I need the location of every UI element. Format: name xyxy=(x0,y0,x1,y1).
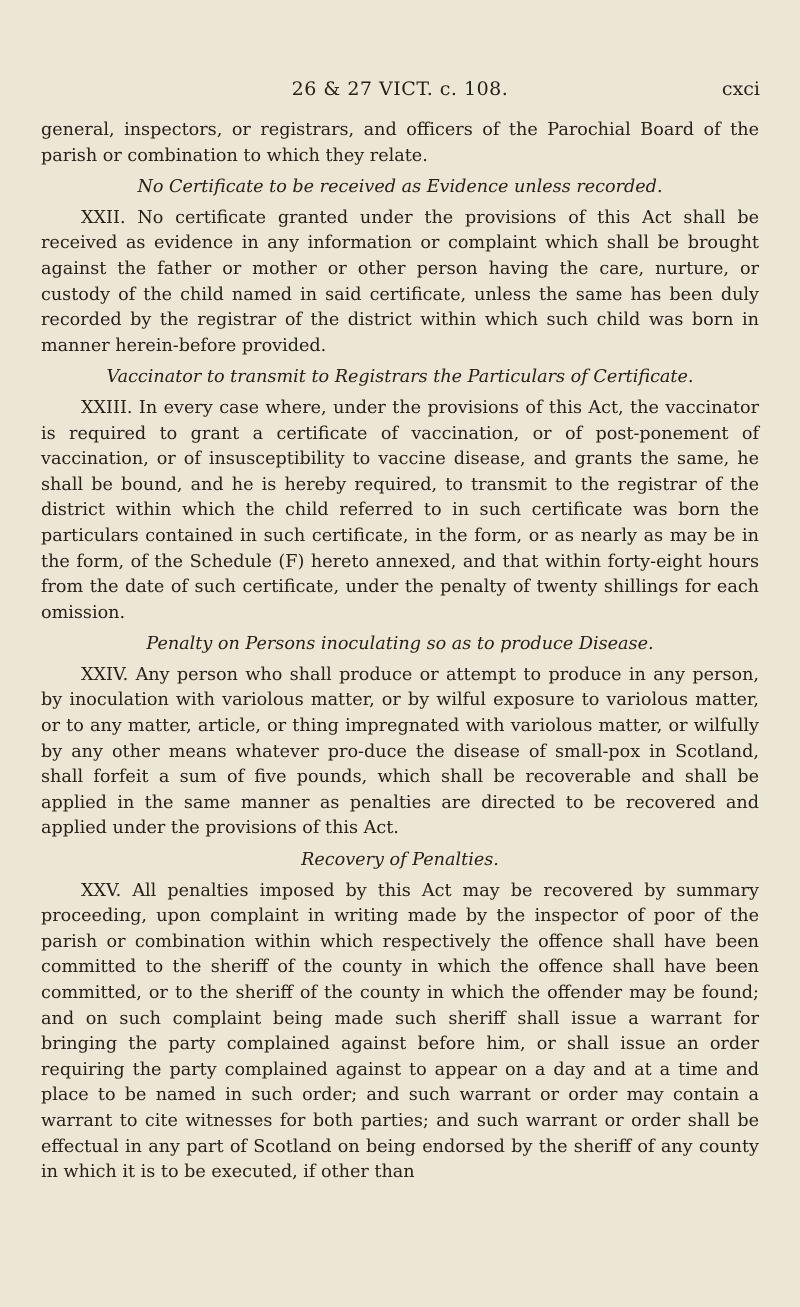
section-xxv-paragraph: XXV. All penalties imposed by this Act may be recovered by summary proceeding, upon complaint in writing made by the inspector of poor of the parish or combination within which respectively the offence shall have been committed to the sheriff of the county in which the offence shall have been committed, or to the sheriff of the county in which the offender may be found; and on such complaint being made such sheriff shall issue a warrant for bringing the party complained against before him, or shall issue an order requiring the party complained against to appear on a day and at a time and place to be named in such order; and such warrant or order may contain a warrant to cite witnesses for both parties; and such warrant or order shall be effectual in any part of Scotland on being endorsed by the sheriff of any county in which it is to be executed, if other than xyxy=(41,880,759,1183)
section-heading-xxiii: Vaccinator to transmit to Registrars the Particulars of Certificate. xyxy=(106,367,694,388)
section-heading-xxv: Recovery of Penalties. xyxy=(301,850,499,871)
section-heading-xxiv: Penalty on Persons inoculating so as to produce Disease. xyxy=(146,634,654,655)
section-heading-xxii: No Certificate to be received as Evidence unless recorded. xyxy=(137,177,663,198)
section-xxiii-paragraph: XXIII. In every case where, under the provisions of this Act, the vaccinator is required to grant a certificate of vaccination, or of post-ponement of vaccination, or of insusceptibility to vaccine disease, and grants the same, he shall be bound, and he is hereby required, to transmit to the registrar of the district within which the child referred to in such certificate was born the particulars contained in such certificate, in the form, or as nearly as may be in the form, of the Schedule (F) hereto annexed, and that within forty-eight hours from the date of such certificate, under the penalty of twenty shillings for each omission. xyxy=(41,397,759,623)
running-title: 26 & 27 VICT. c. 108. xyxy=(291,78,509,100)
section-xxii-paragraph: XXII. No certificate granted under the provisions of this Act shall be received as evidence in any information or complaint which shall be brought against the father or mother or other person having the care, nurture, or custody of the child named in said certificate, unless the same has been duly recorded by the registrar of the district within which such child was born in manner herein-before provided. xyxy=(41,207,759,356)
page-body xyxy=(41,118,759,1186)
section-xxiv-paragraph: XXIV. Any person who shall produce or attempt to produce in any person, by inoculation with variolous matter, or by wilful exposure to variolous matter, or to any matter, article, or thing impregnated with variolous matter, or wilfully by any other means whatever pro-duce the disease of small-pox in Scotland, shall forfeit a sum of five pounds, which shall be recoverable and shall be applied in the same manner as penalties are directed to be recovered and applied under the provisions of this Act. xyxy=(41,664,759,839)
page-header xyxy=(40,78,760,108)
page-number: cxci xyxy=(721,78,760,100)
continuation-paragraph: general, inspectors, or registrars, and officers of the Parochial Board of the parish or combination to which they relate. xyxy=(41,120,759,166)
